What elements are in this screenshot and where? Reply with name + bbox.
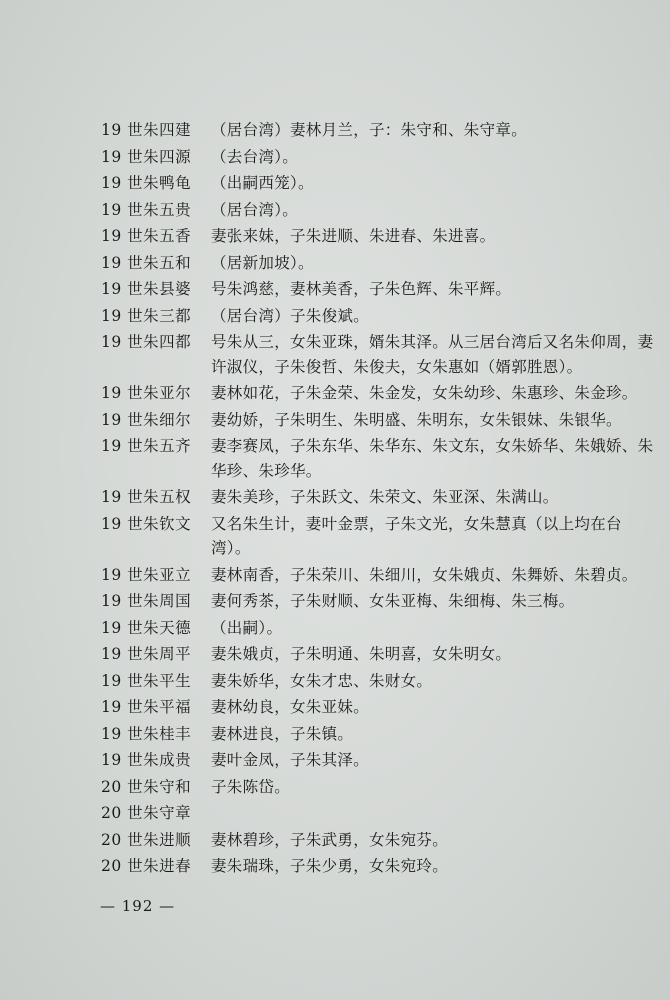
- genealogy-entry: [101, 669, 661, 694]
- genealogy-entry: [101, 145, 661, 170]
- entry-description: 妻叶金凤，子朱其泽。: [211, 751, 370, 769]
- entry-name: 19 世朱五齐: [101, 437, 192, 455]
- genealogy-entry: [101, 748, 661, 773]
- entry-description: 妻朱娇华，女朱才忠、朱财女。: [211, 671, 433, 690]
- genealogy-entry: [101, 330, 661, 379]
- page-number: — 192 —: [100, 897, 176, 915]
- entry-description: 妻朱娥贞，子朱明通、朱明喜，女朱明女。: [211, 645, 512, 663]
- entry-description: 妻幼娇，子朱明生、朱明盛、朱明东，女朱银妹、朱银华。: [211, 410, 622, 429]
- entry-description: （居台湾）。: [211, 200, 299, 219]
- entry-name: 19 世朱四建: [101, 121, 192, 139]
- genealogy-entry: [101, 854, 661, 879]
- entry-description: 又名朱生计，妻叶金票，子朱文光，女朱慧真（以上均在台湾）。: [211, 514, 622, 557]
- genealogy-entry: [101, 722, 661, 747]
- entry-name: 19 世朱亚尔: [101, 384, 192, 402]
- genealogy-entries: [101, 118, 661, 881]
- entry-description: （居新加坡）。: [211, 253, 314, 272]
- genealogy-entry: [101, 198, 661, 223]
- entry-name: 20 世朱守章: [101, 804, 192, 822]
- entry-name: 20 世朱守和: [101, 777, 192, 796]
- entry-description: （居台湾）妻林月兰，子：朱守和、朱守章。: [211, 121, 528, 139]
- entry-description: 妻林如花，子朱金荣、朱金发，女朱幼珍、朱惠珍、朱金珍。: [211, 384, 638, 402]
- entry-name: 19 世朱钦文: [101, 514, 192, 533]
- entry-name: 20 世朱进顺: [101, 830, 192, 849]
- genealogy-entry: [101, 775, 661, 800]
- entry-name: 19 世朱五香: [101, 227, 192, 245]
- entry-description: （出嗣）。: [211, 618, 283, 637]
- entry-name: 19 世朱四源: [101, 147, 192, 166]
- genealogy-entry: [101, 277, 661, 302]
- entry-name: 19 世朱县婆: [101, 280, 192, 298]
- entry-description: 妻林南香，子朱荣川、朱细川，女朱娥贞、朱舞娇、朱碧贞。: [211, 565, 638, 584]
- genealogy-entry: [101, 695, 661, 720]
- entry-description: 妻朱瑞珠，子朱少勇，女朱宛玲。: [211, 857, 449, 875]
- genealogy-entry: [101, 408, 661, 433]
- entry-name: 19 世朱亚立: [101, 565, 192, 584]
- genealogy-entry: [101, 563, 661, 588]
- genealogy-entry: [101, 171, 661, 196]
- entry-name: 19 世朱桂丰: [101, 724, 192, 743]
- entry-description: （出嗣西笼）。: [211, 174, 314, 192]
- entry-description: （去台湾）。: [211, 147, 299, 166]
- entry-name: 19 世朱三都: [101, 306, 192, 325]
- entry-name: 19 世朱四都: [101, 333, 192, 351]
- entry-name: 19 世朱五和: [101, 253, 192, 272]
- entry-name: 19 世朱平生: [101, 671, 192, 690]
- entry-description: 妻张来妹，子朱进顺、朱进春、朱进喜。: [211, 227, 496, 245]
- genealogy-entry: [101, 304, 661, 329]
- genealogy-entry: [101, 801, 661, 826]
- genealogy-entry: [101, 251, 661, 276]
- entry-description: 妻林碧珍，子朱武勇，女朱宛芬。: [211, 830, 449, 849]
- entry-name: 19 世朱周国: [101, 592, 192, 610]
- genealogy-entry: [101, 589, 661, 614]
- entry-description: 妻朱美珍，子朱跃文、朱荣文、朱亚深、朱满山。: [211, 488, 559, 506]
- entry-name: 19 世朱周平: [101, 645, 192, 663]
- entry-name: 19 世朱五权: [101, 488, 192, 506]
- entry-description: 号朱从三，女朱亚珠，婿朱其泽。从三居台湾后又名朱仰周，妻许淑仪，子朱俊哲、朱俊夫，女朱惠如（婿郭胜恩）。: [211, 333, 654, 376]
- entry-name: 19 世朱鸭龟: [101, 174, 192, 192]
- entry-description: 妻林幼良，女朱亚妹。: [211, 698, 370, 716]
- entry-description: 妻何秀茶，子朱财顺、女朱亚梅、朱细梅、朱三梅。: [211, 592, 575, 610]
- genealogy-entry: [101, 381, 661, 406]
- entry-name: 19 世朱平福: [101, 698, 192, 716]
- genealogy-entry: [101, 224, 661, 249]
- entry-name: 19 世朱天德: [101, 618, 192, 637]
- entry-description: 子朱陈岱。: [211, 777, 291, 796]
- genealogy-entry: [101, 642, 661, 667]
- entry-name: 19 世朱成贵: [101, 751, 192, 769]
- entry-description: 号朱鸿慈，妻林美香，子朱色辉、朱平辉。: [211, 280, 512, 298]
- entry-name: 19 世朱五贵: [101, 200, 192, 219]
- genealogy-entry: [101, 118, 661, 143]
- genealogy-entry: [101, 512, 661, 561]
- genealogy-entry: [101, 485, 661, 510]
- genealogy-entry: [101, 616, 661, 641]
- entry-description: 妻林进良，子朱镇。: [211, 724, 354, 743]
- entry-description: （居台湾）子朱俊斌。: [211, 306, 370, 325]
- entry-name: 19 世朱细尔: [101, 410, 192, 429]
- entry-name: 20 世朱进春: [101, 857, 192, 875]
- genealogy-entry: [101, 434, 661, 483]
- genealogy-entry: [101, 828, 661, 853]
- entry-description: 妻李赛凤，子朱东华、朱华东、朱文东，女朱娇华、朱娥娇、朱华珍、朱珍华。: [211, 437, 654, 480]
